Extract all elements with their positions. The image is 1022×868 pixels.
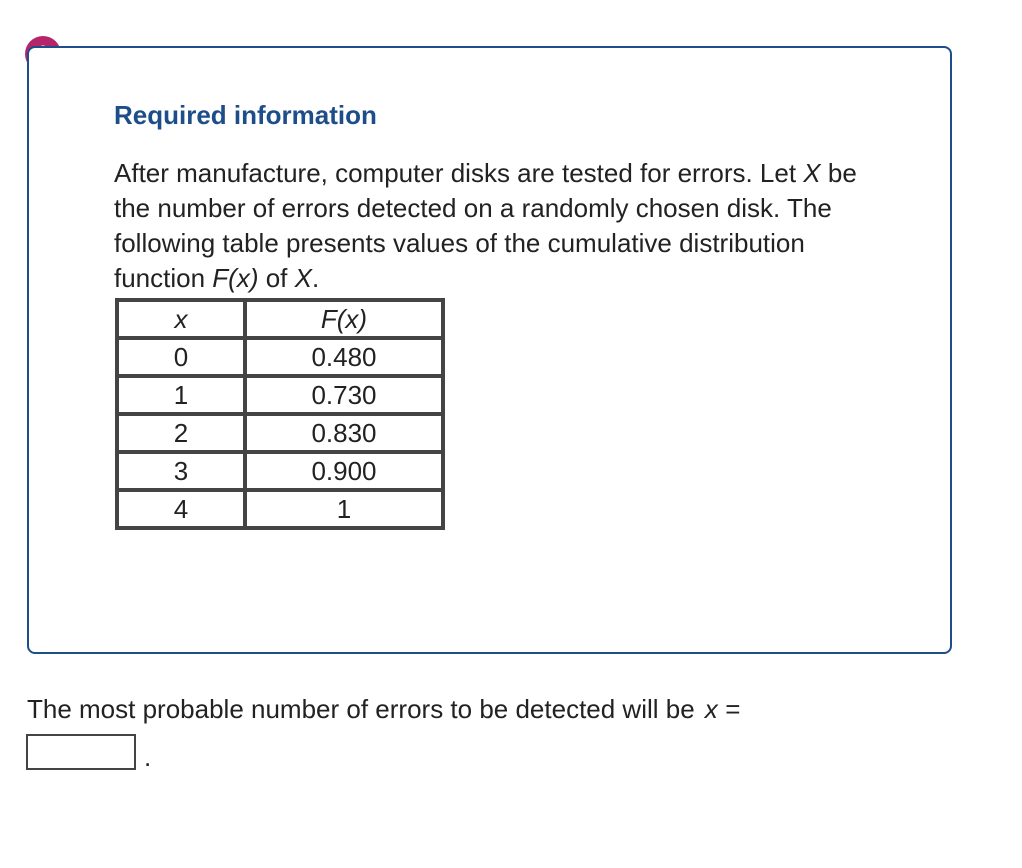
table-header-row: [117, 300, 443, 338]
variable-x: X: [803, 158, 821, 188]
statement-part-3: of: [258, 263, 295, 293]
statement-part-4: .: [311, 263, 320, 293]
question-text: [27, 694, 740, 725]
answer-input[interactable]: [26, 734, 136, 770]
cell-fx: 0.900: [245, 452, 443, 490]
cell-x: 1: [117, 376, 245, 414]
required-information-card: [27, 46, 952, 654]
cell-fx: 0.480: [245, 338, 443, 376]
cell-fx: 0.730: [245, 376, 443, 414]
header-fx: F(x): [245, 300, 443, 338]
statement-part-1: After manufacture, computer disks are tested for errors. Let: [114, 158, 804, 188]
cell-x: 3: [117, 452, 245, 490]
table-row: [117, 338, 443, 376]
variable-x-2: X: [294, 263, 312, 293]
table-row: [117, 376, 443, 414]
trailing-period: .: [144, 742, 152, 772]
statement-part-2: be the number of errors detected on a randomly chosen disk. The following table presents values of the cumulative distribution function: [114, 158, 857, 293]
header-x: x: [117, 300, 245, 338]
question-variable: x =: [704, 694, 741, 724]
problem-statement: [114, 156, 874, 296]
table-row: [117, 414, 443, 452]
table-row: [117, 452, 443, 490]
cell-fx: 0.830: [245, 414, 443, 452]
cell-x: 0: [117, 338, 245, 376]
function-fx: F(x): [212, 263, 259, 293]
table-row: [117, 490, 443, 528]
cell-x: 4: [117, 490, 245, 528]
cell-x: 2: [117, 414, 245, 452]
cell-fx: 1: [245, 490, 443, 528]
cdf-table: [115, 298, 445, 530]
question-label: The most probable number of errors to be detected will be: [27, 694, 695, 724]
card-heading: Required information: [114, 100, 377, 130]
